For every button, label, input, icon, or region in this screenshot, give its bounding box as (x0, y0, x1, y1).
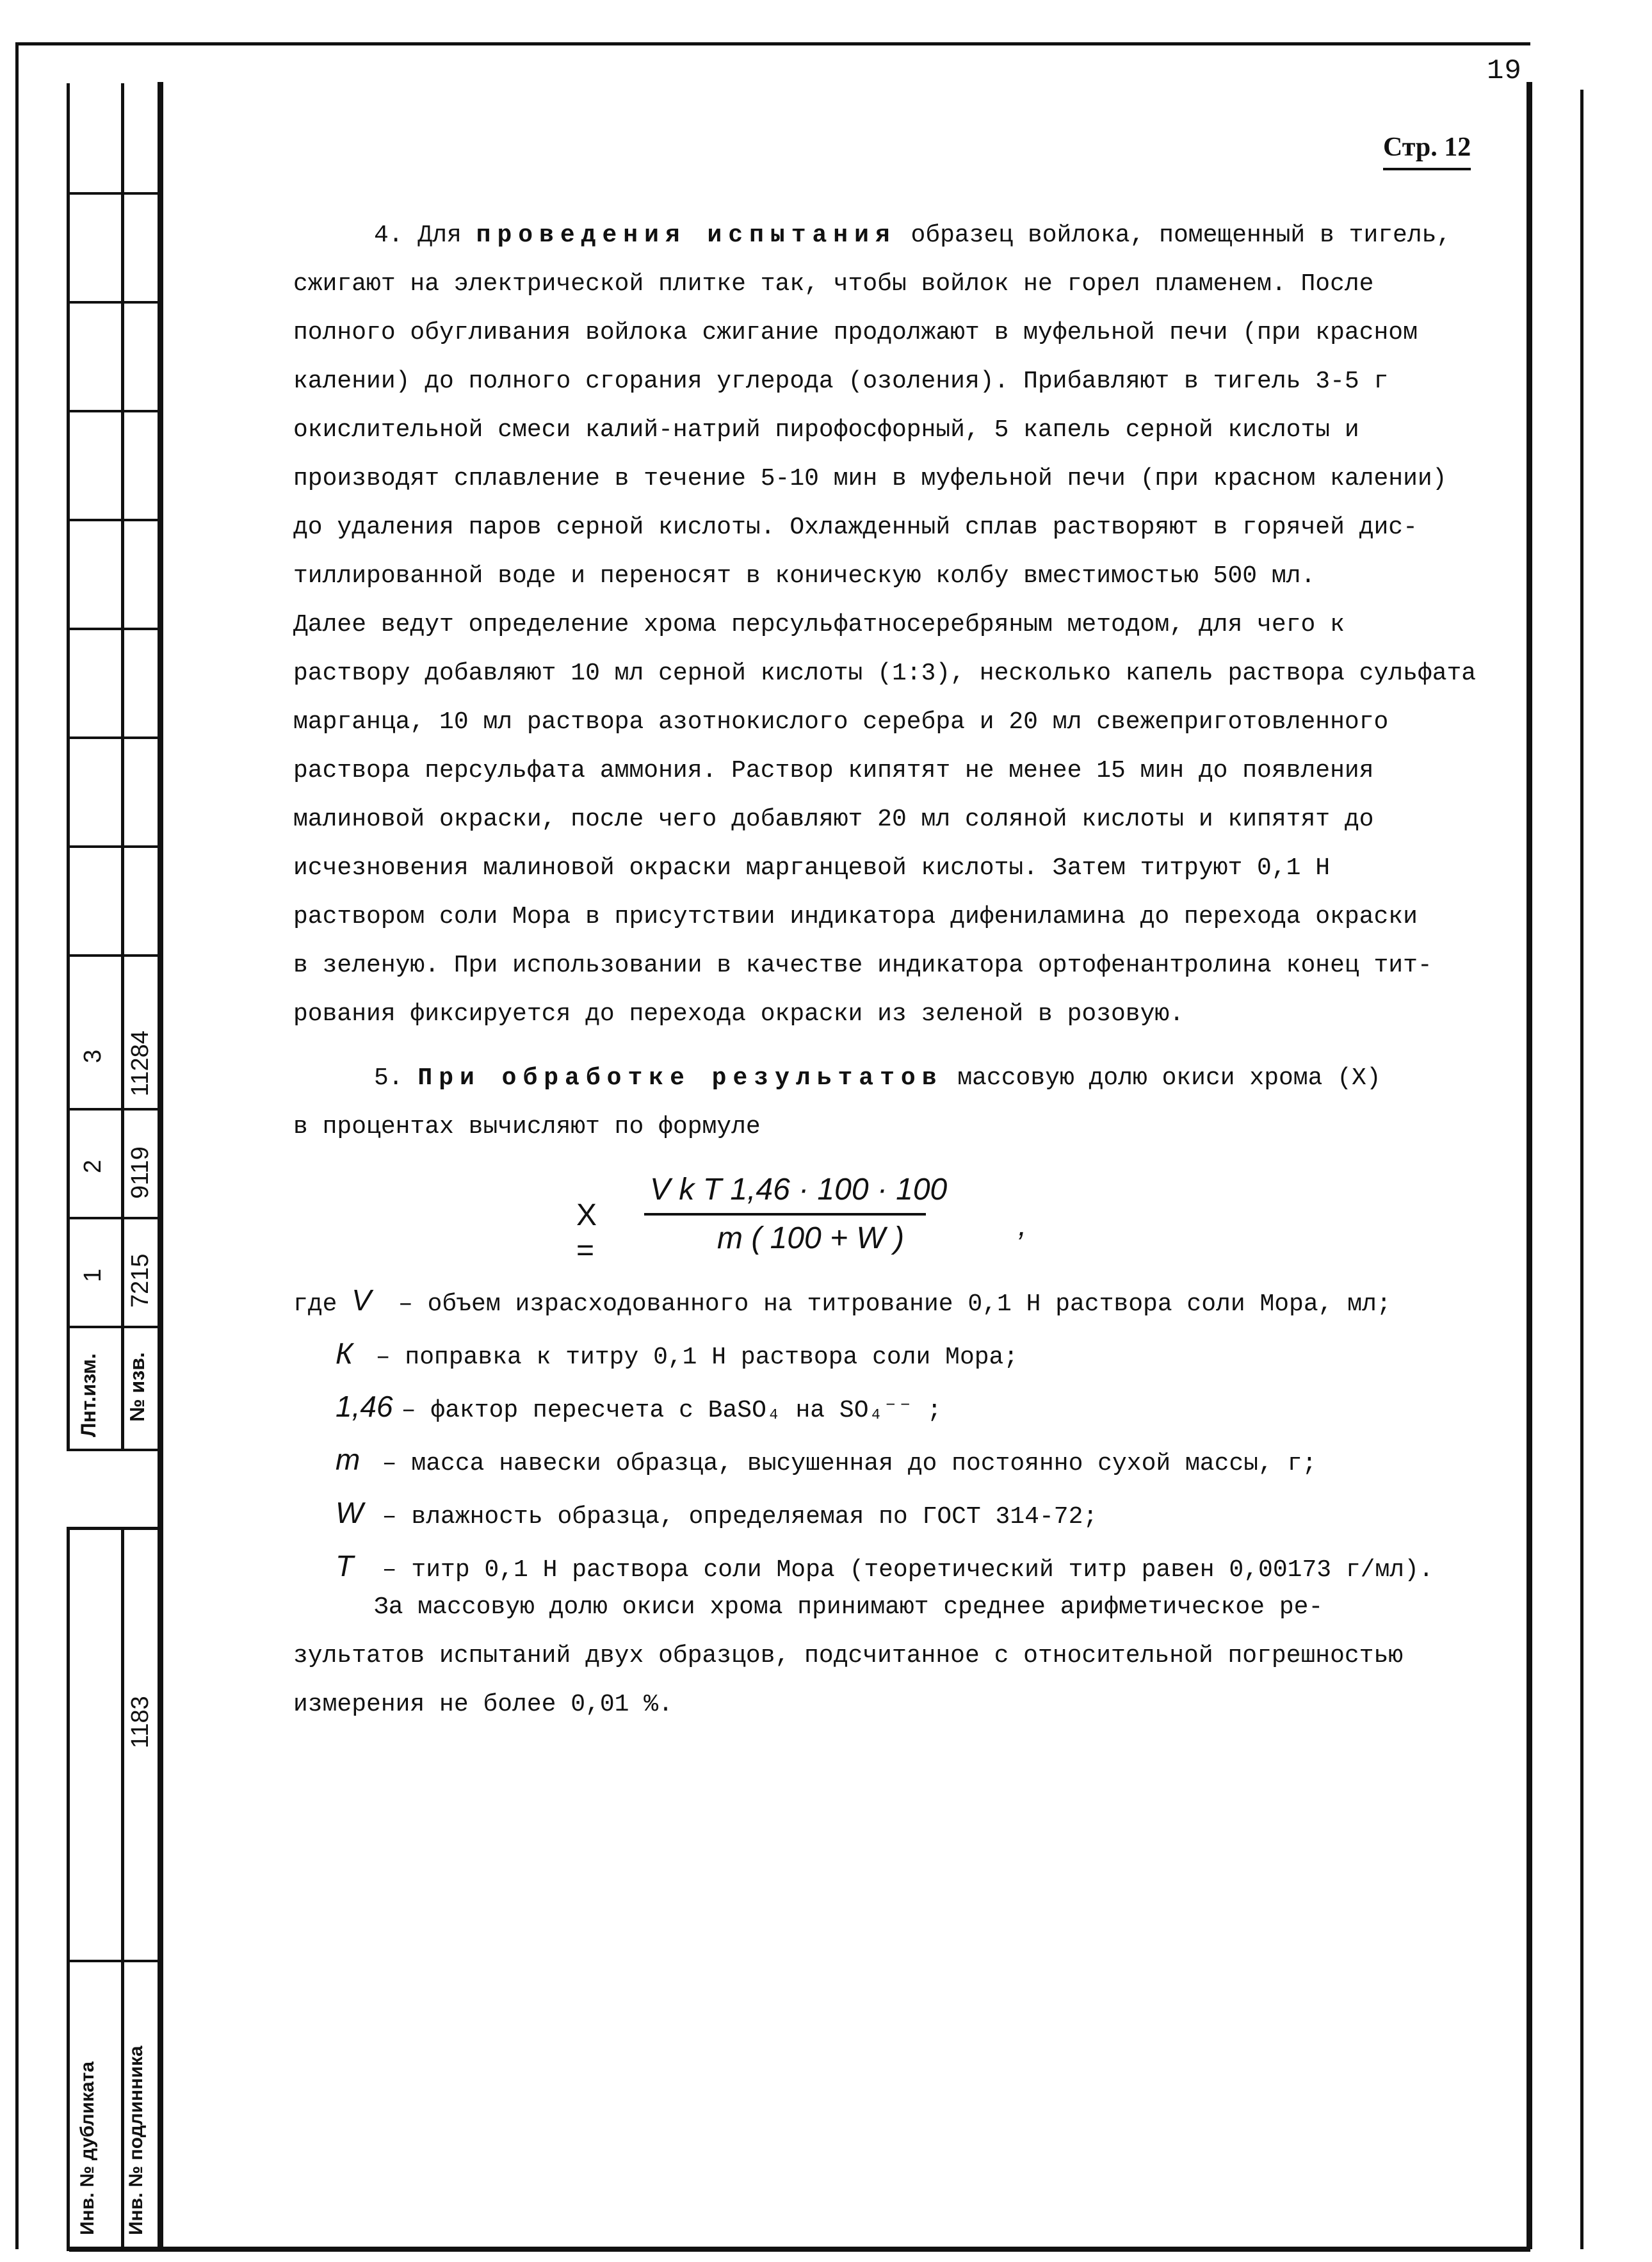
page-reference: Стр. 12 (1383, 132, 1471, 170)
stamp-rule (67, 1326, 159, 1328)
definition-W: W – влажность образца, определяемая по ГОСТ 314-72; (336, 1496, 1098, 1531)
document-body (293, 211, 1510, 1167)
section-5-line-first: 5. При обработке результатов массовую долю окиси хрома (Х) (374, 1064, 1381, 1092)
stamp-header-change: Лнт.изм. (77, 1353, 100, 1437)
section-4-line: раствору добавляют 10 мл серной кислоты (1:3), несколько капель раствора сульфата (293, 660, 1477, 687)
definition-factor: 1,46 – фактор пересчета с BaSO₄ на SO₄⁻⁻ ; (336, 1390, 942, 1424)
section-4-line: исчезновения малиновой окраски марганцевой кислоты. Затем титруют 0,1 Н (293, 854, 1331, 882)
section-4-line: до удаления паров серной кислоты. Охлажденный сплав растворяют в горячей дис- (293, 514, 1418, 541)
frame-right-inner-line (1526, 82, 1532, 2249)
section-4-line: раствора персульфата аммония. Раствор кипятят не менее 15 мин до появления (293, 757, 1374, 785)
section-4-paragraph (293, 211, 1510, 1039)
variable-definitions (293, 1276, 1510, 1595)
section-4-line: малиновой окраски, после чего добавляют 20 мл соляной кислоты и кипятят до (293, 806, 1374, 833)
frame-left-line (15, 42, 19, 2249)
frame-top-line (15, 42, 1530, 45)
formula-fraction-bar (644, 1213, 926, 1216)
section-4-line: полного обугливания войлока сжигание продолжают в муфельной печи (при красном (293, 319, 1418, 346)
stamp-notice-11284: 11284 (127, 1030, 154, 1096)
stamp-change-1: 1 (79, 1268, 106, 1282)
section-4-line: марганца, 10 мл раствора азотнокислого серебра и 20 мл свежеприготовленного (293, 708, 1389, 736)
stamp-change-2: 2 (79, 1159, 106, 1173)
section-4-line: Далее ведут определение хрома персульфатносеребряным методом, для чего к (293, 611, 1345, 639)
stamp-header-notice: № изв. (126, 1352, 149, 1422)
stamp-rule (67, 519, 159, 521)
stamp-label-duplicate: Инв. № дубликата (77, 2061, 98, 2235)
stamp-rule (67, 1449, 159, 1451)
closing-line: За массовую долю окиси хрома принимают среднее арифметическое ре- (374, 1593, 1324, 1621)
section-4-line: производят сплавление в течение 5-10 мин в муфельной печи (при красном калении) (293, 465, 1447, 492)
stamp-label-original: Инв. № подлинника (126, 2046, 147, 2235)
section-5-line: в процентах вычисляют по формуле (293, 1113, 761, 1141)
stamp-rule (67, 1108, 159, 1111)
section-4-line: окислительной смеси калий-натрий пирофосфорный, 5 капель серной кислоты и (293, 416, 1359, 444)
stamp-change-3: 3 (79, 1049, 106, 1063)
page-number: 19 (1487, 55, 1522, 87)
closing-line: измерения не более 0,01 %. (293, 1691, 673, 1718)
section-4-line: рования фиксируется до перехода окраски из зеленой в розовую. (293, 1000, 1185, 1028)
definition-K: К – поправка к титру 0,1 Н раствора соли Мора; (336, 1337, 1019, 1371)
stamp-column-change-no (67, 83, 124, 1450)
section-4-line: калении) до полного сгорания углерода (озоления). Прибавляют в тигель 3-5 г (293, 368, 1389, 395)
stamp-notice-9119: 9119 (127, 1146, 154, 1199)
section-4-line: тиллированной воде и переносят в коническую колбу вместимостью 500 мл. (293, 562, 1316, 590)
frame-right-outer-line (1580, 90, 1583, 2249)
definition-m: m – масса навески образца, высушенная до постоянно сухой массы, г; (336, 1443, 1317, 1477)
stamp-rule (67, 1960, 159, 1962)
closing-line: зультатов испытаний двух образцов, подсчитанное с относительной погрешностью (293, 1642, 1404, 1670)
stamp-rule (67, 1217, 159, 1219)
section-4-line: раствором соли Мора в присутствии индикатора дифениламина до перехода окраски (293, 903, 1418, 931)
stamp-notice-7215: 7215 (127, 1253, 154, 1308)
stamp-rule (67, 845, 159, 848)
stamp-rule (67, 301, 159, 304)
stamp-rule (67, 628, 159, 630)
formula-denominator: m ( 100 + W ) (717, 1221, 905, 1255)
definition-V: где V – объем израсходованного на титрование 0,1 Н раствора соли Мора, мл; (293, 1283, 1391, 1318)
frame-bottom-line (69, 2247, 1530, 2252)
stamp-rule (67, 192, 159, 195)
closing-paragraph (293, 1583, 1510, 1729)
stamp-rule (67, 410, 159, 412)
section-4-line: в зеленую. При использовании в качестве индикатора ортофенантролина конец тит- (293, 952, 1432, 979)
stamp-original-number: 1183 (127, 1696, 154, 1748)
section-5-paragraph (293, 1054, 1510, 1151)
stamp-rule (67, 736, 159, 739)
section-4-line-first: 4. Для проведения испытания образец войлока, помещенный в тигель, (374, 222, 1452, 249)
section-4-line: сжигают на электрической плитке так, чтобы войлок не горел пламенем. После (293, 270, 1374, 298)
definition-T: T – титр 0,1 Н раствора соли Мора (теоретический титр равен 0,00173 г/мл). (336, 1549, 1434, 1584)
formula-trailing-comma: , (1018, 1208, 1027, 1242)
formula-numerator: V k T 1,46 · 100 · 100 (650, 1173, 948, 1207)
stamp-rule (67, 954, 159, 957)
stamp-column-notice-no (118, 83, 162, 1450)
formula-lhs: X = (576, 1198, 597, 1267)
